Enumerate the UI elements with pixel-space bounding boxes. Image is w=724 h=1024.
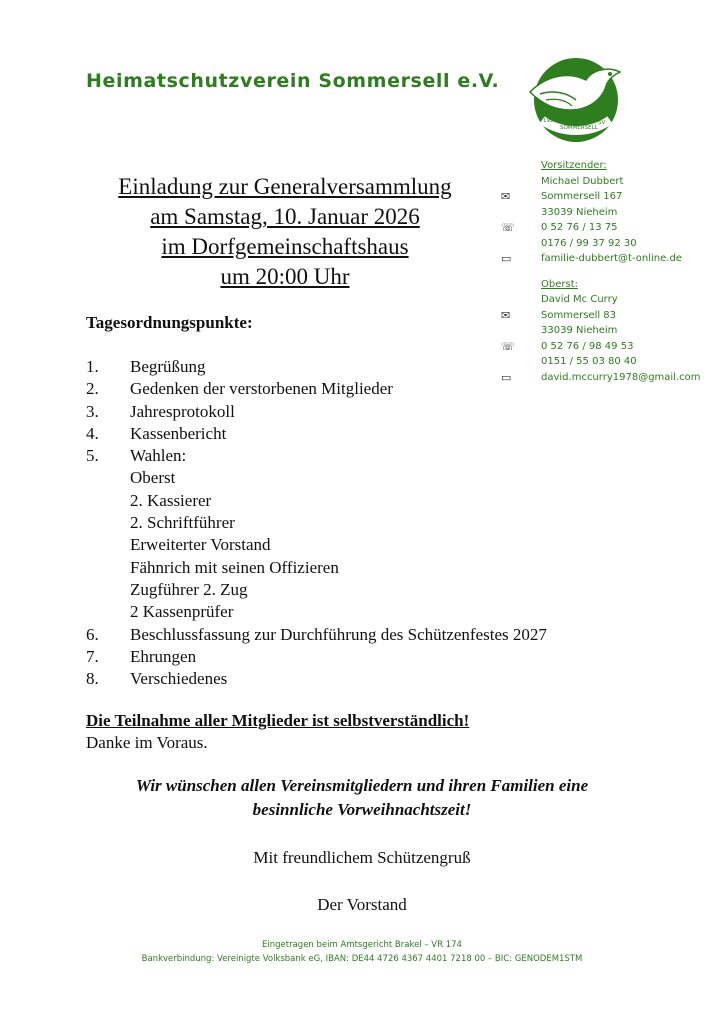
colonel-street: Sommersell 83 [541, 309, 617, 321]
agenda-item-number: 8. [86, 669, 99, 689]
agenda-item [86, 557, 686, 579]
title-line: am Samstag, 10. Januar 2026 [150, 204, 420, 229]
footer-registry: Eingetragen beim Amtsgericht Brakel – VR 174 [262, 940, 462, 950]
agenda-item-text: Oberst [130, 468, 176, 488]
closing-block [86, 710, 469, 754]
wish-line: besinnliche Vorweihnachtszeit! [252, 800, 472, 819]
agenda-item [86, 601, 686, 623]
colonel-name: David Mc Curry [541, 294, 618, 305]
agenda-item-text: Erweiterter Vorstand [130, 535, 271, 555]
title-line: Einladung zur Generalversammlung [118, 174, 452, 199]
agenda-item [86, 356, 686, 378]
holiday-wish [0, 774, 724, 822]
colonel-city: 33039 Nieheim [541, 325, 618, 336]
seal-year: 1920 [543, 118, 557, 124]
agenda-item-text: Jahresprotokoll [130, 401, 235, 421]
phone-icon: ☏ [501, 339, 515, 353]
colonel-street-row [497, 308, 719, 324]
agenda-item [86, 624, 686, 646]
greeting: Mit freundlichem Schützengruß [253, 848, 471, 867]
agenda-item-number: 2. [86, 379, 99, 399]
agenda-item [86, 445, 686, 467]
agenda-item-text: Gedenken der verstorbenen Mitglieder [130, 379, 393, 399]
agenda-item [86, 579, 686, 601]
agenda-item-text: Wahlen: [130, 446, 187, 466]
agenda-item [86, 378, 686, 400]
computer-icon: ▭ [501, 252, 512, 265]
computer-icon: ▭ [501, 370, 512, 384]
agenda-item-text: Verschiedenes [130, 669, 228, 689]
colonel-phone-row [497, 339, 719, 355]
chair-phone: 0 52 76 / 13 75 [541, 222, 618, 233]
agenda-list [86, 356, 686, 690]
colonel-phone: 0 52 76 / 98 49 53 [541, 340, 634, 352]
chair-email-row [497, 251, 719, 267]
chair-phone-row [497, 220, 719, 236]
contact-spacer [497, 267, 719, 277]
agenda-item-text: 2. Kassierer [130, 490, 212, 510]
agenda-item [86, 401, 686, 423]
agenda-item-text: 2 Kassenprüfer [130, 602, 234, 622]
title-line: im Dorfgemeinschaftshaus [161, 234, 409, 259]
agenda-item [86, 646, 686, 668]
agenda-item-number: 7. [86, 646, 99, 666]
attendance-notice: Die Teilnahme aller Mitglieder ist selbstverständlich! [86, 711, 470, 730]
letter-icon: ✉ [501, 308, 511, 322]
chair-street: Sommersell 167 [541, 191, 623, 202]
agenda-item-text: Kassenbericht [130, 423, 227, 443]
chair-street-row [497, 189, 719, 205]
agenda-item [86, 534, 686, 556]
agenda-item [86, 668, 686, 690]
colonel-email[interactable]: david.mccurry1978@gmail.com [541, 371, 701, 383]
chair-name: Michael Dubbert [541, 175, 624, 187]
agenda-item-text: 2. Schriftführer [130, 513, 235, 533]
chair-mobile: 0176 / 99 37 92 30 [541, 237, 637, 249]
agenda-item-number: 6. [86, 624, 99, 644]
agenda-item-text: Fähnrich mit seinen Offizieren [130, 557, 339, 577]
agenda-item-number: 1. [86, 357, 99, 376]
agenda-item-text: Zugführer 2. Zug [130, 579, 248, 599]
agenda-item [86, 423, 686, 445]
agenda-item-number: 5. [86, 446, 99, 466]
colonel-mobile: 0151 / 55 03 80 40 [541, 356, 637, 367]
agenda-item-text: Ehrungen [130, 646, 197, 666]
wish-line: Wir wünschen allen Vereinsmitgliedern und ihren Familien eine [135, 776, 589, 795]
agenda-item-text: Begrüßung [130, 357, 206, 376]
agenda-item [86, 490, 686, 512]
chair-city: 33039 Nieheim [541, 206, 618, 218]
title-line: um 20:00 Uhr [220, 264, 350, 289]
agenda-item-text: Beschlussfassung zur Durchführung des Schützenfestes 2027 [130, 624, 547, 644]
seal-name: SOMMERSELL [560, 125, 598, 131]
agenda-heading: Tagesordnungspunkte: [86, 313, 253, 332]
agenda-item-number: 4. [86, 423, 99, 443]
phone-icon: ☏ [501, 221, 515, 234]
club-logo [512, 50, 632, 150]
agenda-item [86, 467, 686, 489]
letter-icon: ✉ [501, 190, 511, 203]
chair-email[interactable]: familie-dubbert@t-online.de [541, 253, 682, 264]
org-name: Heimatschutzverein Sommersell e.V. [86, 70, 500, 92]
footer-bank: Bankverbindung: Vereinigte Volksbank eG, IBAN: DE44 4726 4367 4401 7218 00 – BIC: GENODEM1STM [141, 954, 583, 964]
contact-block [497, 158, 719, 385]
chair-heading: Vorsitzender: [541, 160, 607, 171]
agenda-item [86, 512, 686, 534]
footer [0, 938, 724, 966]
seal-abbrev: SV [598, 120, 606, 126]
thanks-text: Danke im Voraus. [86, 733, 208, 752]
invitation-title [70, 172, 500, 292]
colonel-heading: Oberst: [541, 278, 578, 290]
agenda-item-number: 3. [86, 401, 99, 421]
signature: Der Vorstand [317, 895, 407, 914]
